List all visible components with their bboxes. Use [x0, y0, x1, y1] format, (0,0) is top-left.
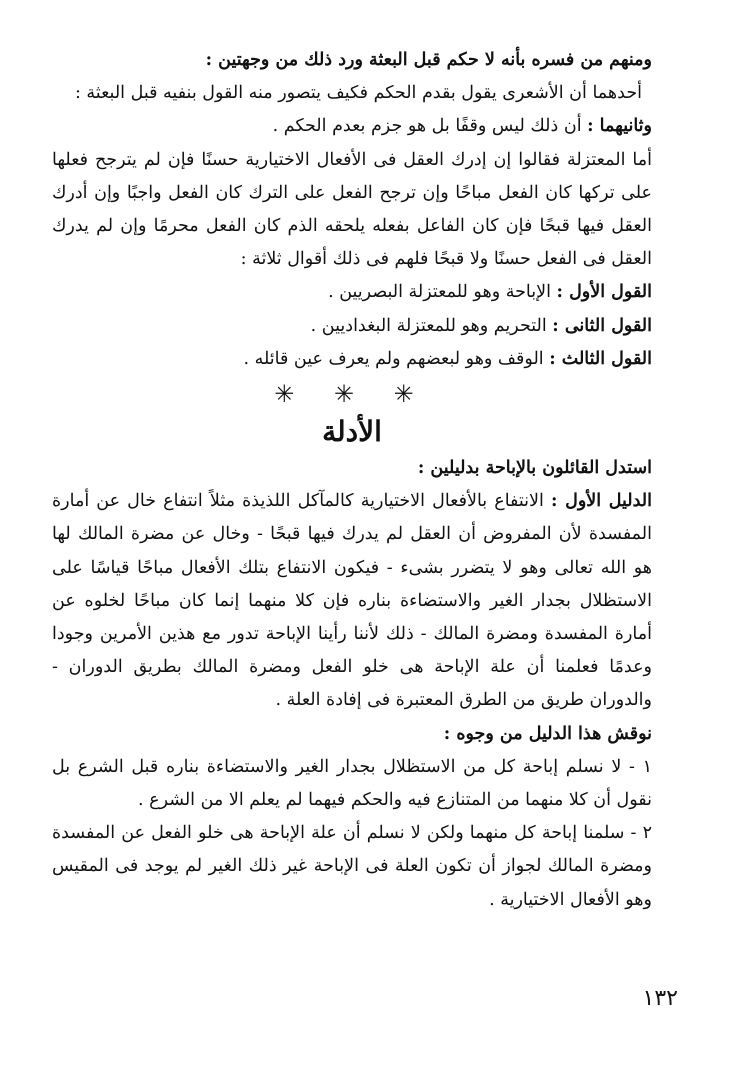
section-divider-stars: ✳ ✳ ✳ [274, 380, 430, 409]
intro-line: ومنهم من فسره بأنه لا حكم قبل البعثة ورد ذلك من وجهتين : [205, 50, 652, 70]
evidence-one-text: الانتفاع بالأفعال الاختيارية كالمآكل اللذيذة مثلاً انتفاع خال عن أمارة المفسدة لأن المفروض أن العقل لم يدرك فيها قبحًا - وخال عن مضرة المالك لها هو الله تعالى وهو لا يتضرر بشىء - فيكون الانتفاع بتلك الأفعال مباحًا قياسًا على الاستظلال بجدار الغير والاستضاءة بناره فإن كلا منهما إنما كان مباحًا لخلوه عن أمارة المفسدة ومضرة المالك - ذلك لأننا رأينا الإباحة تدور مع هذين الأمرين وجودا وعدمًا فعلمنا أن علة الإباحة هى خلو الفعل ومضرة المالك بطريق الدوران - والدوران طريق من الطرق المعتبرة فى إفادة العلة . [52, 491, 652, 711]
second-aspect-label: وثانيهما : [587, 116, 652, 137]
evidence-one-label: الدليل الأول : [551, 491, 652, 512]
section-heading: الأدلة [322, 415, 382, 449]
evidence-intro: استدل القائلون بالإباحة بدليلين : [417, 458, 652, 479]
page-number: ١٣٢ [642, 986, 678, 1011]
second-aspect-text: أن ذلك ليس وقفًا بل هو جزم بعدم الحكم . [272, 116, 588, 137]
opinion-three-label: القول الثالث : [549, 348, 652, 369]
opinion-one-text: الإباحة وهو للمعتزلة البصريين . [328, 282, 557, 303]
page-body [52, 44, 652, 917]
opinion-one-label: القول الأول : [556, 282, 652, 303]
opinion-two-label: القول الثانى : [552, 315, 652, 336]
objection-one: ١ - لا نسلم إباحة كل من الاستظلال بجدار الغير والاستضاءة بناره قبل الشرع بل نقول أن كلا منهما من المتنازع فيه والحكم فيهما لم يعلم الا من الشرع . [52, 756, 652, 811]
opinion-three [52, 343, 652, 376]
objection-two: ٢ - سلمنا إباحة كل منهما ولكن لا نسلم أن علة الإباحة هى خلو الفعل عن المفسدة ومضرة المالك لجواز أن تكون العلة فى الإباحة غير ذلك الغير لم يوجد فى المقيس وهو الأفعال الاختيارية . [52, 823, 652, 910]
first-aspect-paragraph: أحدهما أن الأشعرى يقول بقدم الحكم فكيف يتصور منه القول بنفيه قبل البعثة : [74, 83, 642, 104]
opinion-one [52, 276, 652, 309]
objections-intro: نوقش هذا الدليل من وجوه : [443, 723, 652, 744]
evidence-one-paragraph [52, 485, 652, 717]
opinion-two [52, 310, 652, 343]
mutazila-paragraph: أما المعتزلة فقالوا إن إدرك العقل فى الأفعال الاختيارية حسنًا فإن لم يترجح فعلها على تركها كان الفعل مباحًا وإن ترجح الفعل على الترك كان الفعل واجبًا وإن أدرك العقل فيها قبحًا فإن كان الفاعل بفعله يلحقه الذم كان الفعل محرمًا وإن لم يدرك العقل فى الفعل حسنًا ولا قبحًا فلهم فى ذلك أقوال ثلاثة : [52, 149, 652, 270]
opinion-two-text: التحريم وهو للمعتزلة البغداديين . [310, 315, 553, 336]
second-aspect-paragraph [52, 110, 652, 143]
opinion-three-text: الوقف وهو لبعضهم ولم يعرف عين قائله . [243, 348, 550, 369]
